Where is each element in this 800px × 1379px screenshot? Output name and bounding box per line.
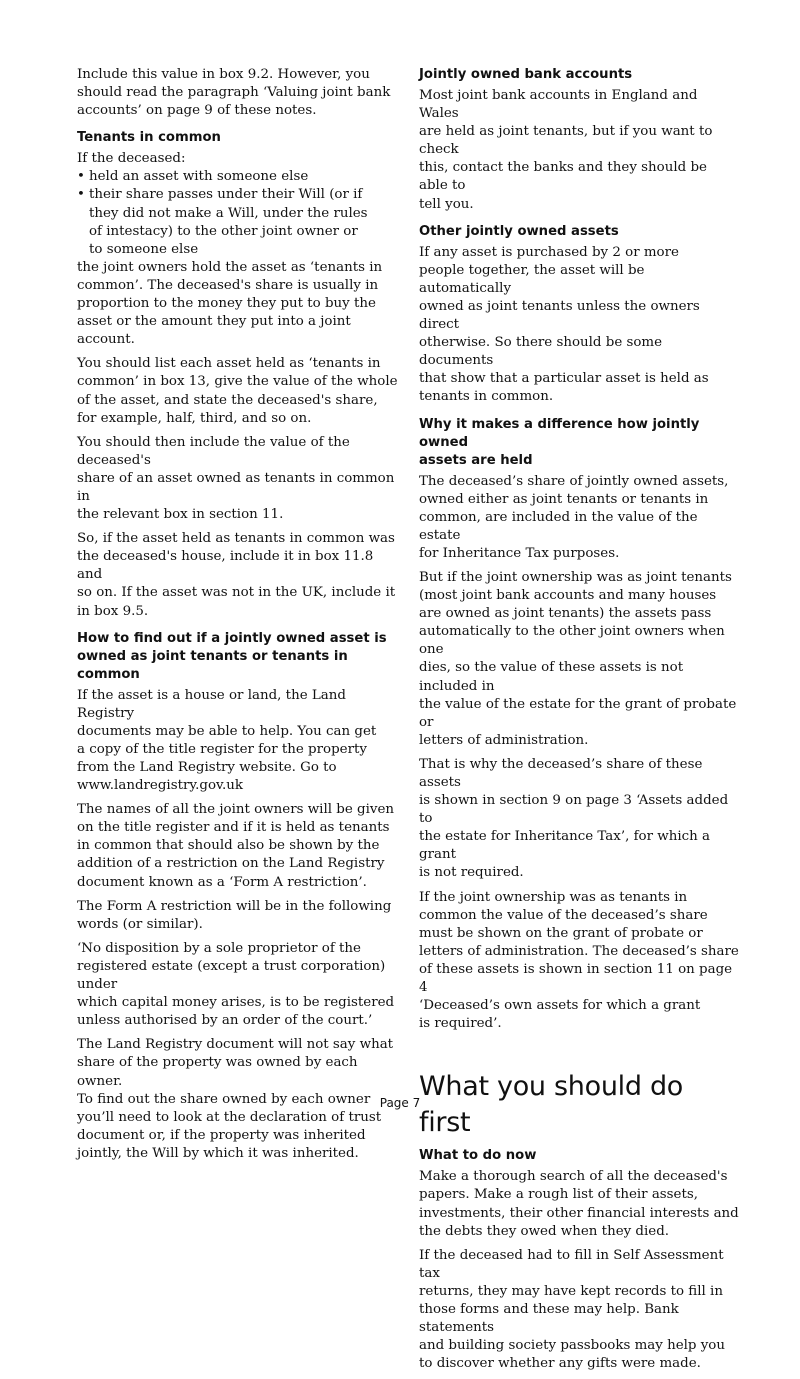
house-example-paragraph: So, if the asset held as tenants in common was the deceased's house, include it in box 11.8 and so on. If the asset was not in the UK, include it in box 9.5. xyxy=(77,531,396,619)
bank-accounts-paragraph: Most joint bank accounts in England and Wales are held as joint tenants, but if you want to check this, contact the banks and they should be able to tell you. xyxy=(419,88,713,212)
joint-owners-names-paragraph: The names of all the joint owners will be given on the title register and if it is held as tenants in common that should also be shown by the addition of a restriction on the Land Registry document known as a ‘Form A restriction’. xyxy=(77,802,395,890)
form-a-quote: ‘No disposition by a sole proprietor of the registered estate (except a trust corporation) under which capital money arises, is to be registered unless authorised by an order of the court.’ xyxy=(77,940,395,1029)
page-number: Page 7 xyxy=(379,1096,421,1110)
section-title: What you should do first xyxy=(419,1071,684,1139)
heading-other-jointly-owned-assets: Other jointly owned assets xyxy=(419,223,619,239)
list-each-asset-paragraph: You should list each asset held as ‘tenants in common’ in box 13, give the value of the whole of the asset, and state the deceased's share, for example, half, third, and so on. xyxy=(77,356,398,426)
search-papers-paragraph: Make a thorough search of all the deceased's papers. Make a rough list of their assets, investments, their other financial interests and the debts they owed when they died. xyxy=(419,1169,739,1239)
if-deceased-text: If the deceased: xyxy=(77,151,186,167)
conditions-list xyxy=(77,168,401,258)
heading-why-it-makes-difference: Why it makes a difference how jointly owned assets are held xyxy=(419,416,700,468)
land-registry-help-paragraph: If the asset is a house or land, the Land Registry documents may be able to help. You can get a copy of the title register for the property from the Land Registry website. Go to www.landregistry.gov.uk xyxy=(77,687,377,794)
list-item: • held an asset with someone else xyxy=(77,168,401,186)
deceased-share-paragraph: The deceased’s share of jointly owned assets, owned either as joint tenants or tenants in common, are included in the value of the estate for Inheritance Tax purposes. xyxy=(419,473,729,561)
joint-tenants-paragraph: But if the joint ownership was as joint tenants (most joint bank accounts and many houses are owned as joint tenants) the assets pass automatically to the other joint owners when one dies, so the value of these assets is not included in the value of the estate for the grant of probate or letters of administration. xyxy=(419,569,737,748)
heading-how-to-find-out: How to find out if a jointly owned asset is owned as joint tenants or tenants in common xyxy=(77,630,387,682)
left-column xyxy=(77,66,401,1169)
list-item: • their share passes under their Will (or if they did not make a Will, under the rules of intestacy) to the other joint owner or to someone else xyxy=(77,186,401,258)
section-11-paragraph: If the joint ownership was as tenants in common the value of the deceased’s share must be shown on the grant of probate or letters of administration. The deceased’s share of these assets is shown in section 11 on page 4 ‘Deceased’s own assets for which a grant is required’. xyxy=(419,889,739,1032)
section-9-paragraph: That is why the deceased’s share of these assets is shown in section 9 on page 3 ‘Assets added to the estate for Inheritance Tax’, for which a grant is not required. xyxy=(419,756,729,881)
joint-owners-paragraph: the joint owners hold the asset as ‘tenants in common’. The deceased's share is usually in proportion to the money they put to buy the asset or the amount they put into a joint account. xyxy=(77,259,383,348)
other-assets-paragraph: If any asset is purchased by 2 or more people together, the asset will be automatically owned as joint tenants unless the owners direct otherwise. So there should be some documents that show that a particular asset is held as tenants in common. xyxy=(419,244,709,405)
self-assessment-paragraph: If the deceased had to fill in Self Assessment tax returns, they may have kept records to fill in those forms and these may help. Bank statements and building society passbooks may help you to discover whether any gifts were made. xyxy=(419,1247,725,1372)
declaration-of-trust-paragraph: The Land Registry document will not say what share of the property was owned by each owner. To find out the share owned by each owner you’ll need to look at the declaration of trust document or, if the property was inherited jointly, the Will by which it was inherited. xyxy=(77,1037,394,1161)
include-value-paragraph: You should then include the value of the deceased's share of an asset owned as tenants in common in the relevant box in section 11. xyxy=(77,434,395,523)
heading-what-to-do-now: What to do now xyxy=(419,1148,537,1164)
intro-paragraph: Include this value in box 9.2. However, you should read the paragraph ‘Valuing joint bank accounts’ on page 9 of these notes. xyxy=(77,67,391,119)
heading-joint-bank-accounts: Jointly owned bank accounts xyxy=(419,67,633,82)
right-column xyxy=(419,66,739,1379)
heading-tenants-in-common: Tenants in common xyxy=(77,130,221,146)
form-a-paragraph: The Form A restriction will be in the following words (or similar). xyxy=(77,898,392,932)
